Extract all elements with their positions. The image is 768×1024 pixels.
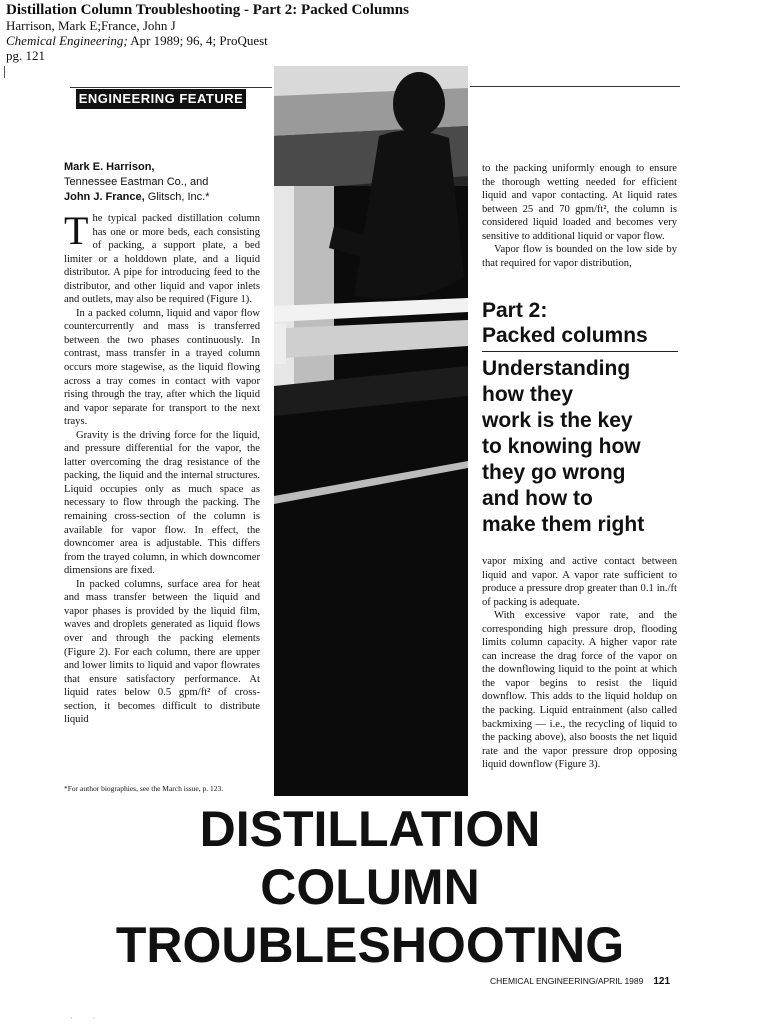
journal-name: Chemical Engineering; (6, 33, 128, 49)
title-line: TROUBLESHOOTING (115, 917, 625, 973)
paragraph: In a packed column, liquid and vapor flow countercurrently and mass is transferred between the two phases continuously. In contrast, mass transfer in a trayed column occurs more stagewise, as the liquid flowing across a tray comes in contact with vapor rising through the tray, after which the liquid and vapor separate for transport to the next trays. (64, 307, 260, 428)
page-folio (490, 976, 680, 987)
deck-line: make them right (482, 513, 645, 536)
article-title (100, 800, 640, 974)
author-2: John J. France, (64, 191, 145, 204)
byline (64, 160, 274, 206)
document-title: Distillation Column Troubleshooting - Part 2: Packed Columns (6, 2, 409, 18)
body-column-right-top (482, 162, 677, 270)
deck-line: Understanding (482, 357, 631, 380)
part-number: Part 2: (482, 299, 548, 322)
folio-text: CHEMICAL ENGINEERING/APRIL 1989 (490, 976, 644, 986)
body-column-right-bottom (482, 555, 677, 772)
title-line: COLUMN (260, 859, 480, 915)
photo-illustration (274, 66, 468, 796)
part-heading-rule (482, 351, 678, 352)
paragraph: With excessive vapor rate, and the corresponding high pressure drop, flooding limits column capacity. A higher vapor rate can increase the drag force of the vapor on the downflowing liquid to the point at which the vapor begins to resist the liquid downflow. This adds to the liquid holdup on the packing. Liquid entrainment (also called backmixing — i.e., the recycling of liquid to the packing above), also boosts the net liquid rate and the vapor pressure drop opposing liquid downflow (Figure 3). (482, 610, 677, 771)
section-label: ENGINEERING FEATURE (76, 89, 246, 109)
proquest-header (6, 2, 746, 64)
deck-line: work is the key (482, 409, 633, 432)
deck-line: to knowing how (482, 435, 641, 458)
scan-specks: · · (70, 1014, 96, 1023)
paragraph-intro-text: he typical packed distillation column has one or more beds, each consisting of packing, a support plate, a bed limiter or a holddown plate, and a liquid distributor. A pipe for introducing feed to the distributor, and other liquid and vapor inlets and outlets, may also be required (Figure 1). (64, 213, 260, 306)
paragraph: Vapor flow is bounded on the low side by that required for vapor distribution, (482, 244, 677, 269)
section-rule-left (70, 87, 272, 88)
paragraph-intro (64, 208, 260, 307)
drop-cap: T (64, 208, 89, 253)
deck-headline (482, 356, 678, 538)
title-line: DISTILLATION (199, 801, 541, 857)
paragraph: In packed columns, surface area for heat and mass transfer between the liquid and vapor phases is provided by the liquid film, waves and droplets generated as liquid flows over and through the packing elements (Figure 2). For each column, there are upper and lower limits to liquid and vapor flowrates that ensure satisfactory performance. At liquid rates below 0.5 gpm/ft² of cross-section, it becomes difficult to distribute liquid (64, 578, 260, 726)
paragraph: Gravity is the driving force for the liquid, and pressure differential for the vapor, the latter overcoming the drag resistance of the packing, the liquid and the internal structures. Liquid occupies only as much space as necessary to flow through the packing. The remaining cross-section of the column is available for vapor flow. In effect, the downcomer area is adjustable. This differs from the trayed column, in which downcomer dimensions are fixed. (64, 429, 260, 577)
author-footnote: *For author biographies, see the March issue, p. 123. (64, 784, 224, 793)
affiliation-1: Tennessee Eastman Co., and (64, 176, 209, 189)
deck-line: and how to (482, 487, 593, 510)
section-rule-right (470, 86, 680, 87)
part-subtitle: Packed columns (482, 324, 648, 347)
body-column-left (64, 208, 260, 727)
deck-line: they go wrong (482, 461, 626, 484)
author-1: Mark E. Harrison, (64, 161, 155, 173)
affiliation-2: Glitsch, Inc.* (144, 191, 210, 204)
document-citation (6, 34, 746, 49)
paragraph: vapor mixing and active contact between liquid and vapor. A vapor rate sufficient to produce a pressure drop greater than 0.1 in./ft of packing is adequate. (482, 556, 677, 608)
part-heading (482, 298, 678, 348)
margin-mark (4, 66, 5, 78)
page-reference: pg. 121 (6, 48, 45, 64)
document-authors: Harrison, Mark E;France, John J (6, 18, 176, 34)
issue-info: Apr 1989; 96, 4; ProQuest (127, 33, 268, 49)
feature-photo (274, 66, 468, 796)
page-number: 121 (653, 976, 671, 987)
deck-line: how they (482, 383, 574, 406)
paragraph: to the packing uniformly enough to ensure the thorough wetting needed for efficient liquid and vapor contacting. At liquid rates between 25 and 70 gpm/ft², the column is considered liquid loaded and becomes very sensitive to additional liquid or vapor flow. (482, 163, 677, 242)
